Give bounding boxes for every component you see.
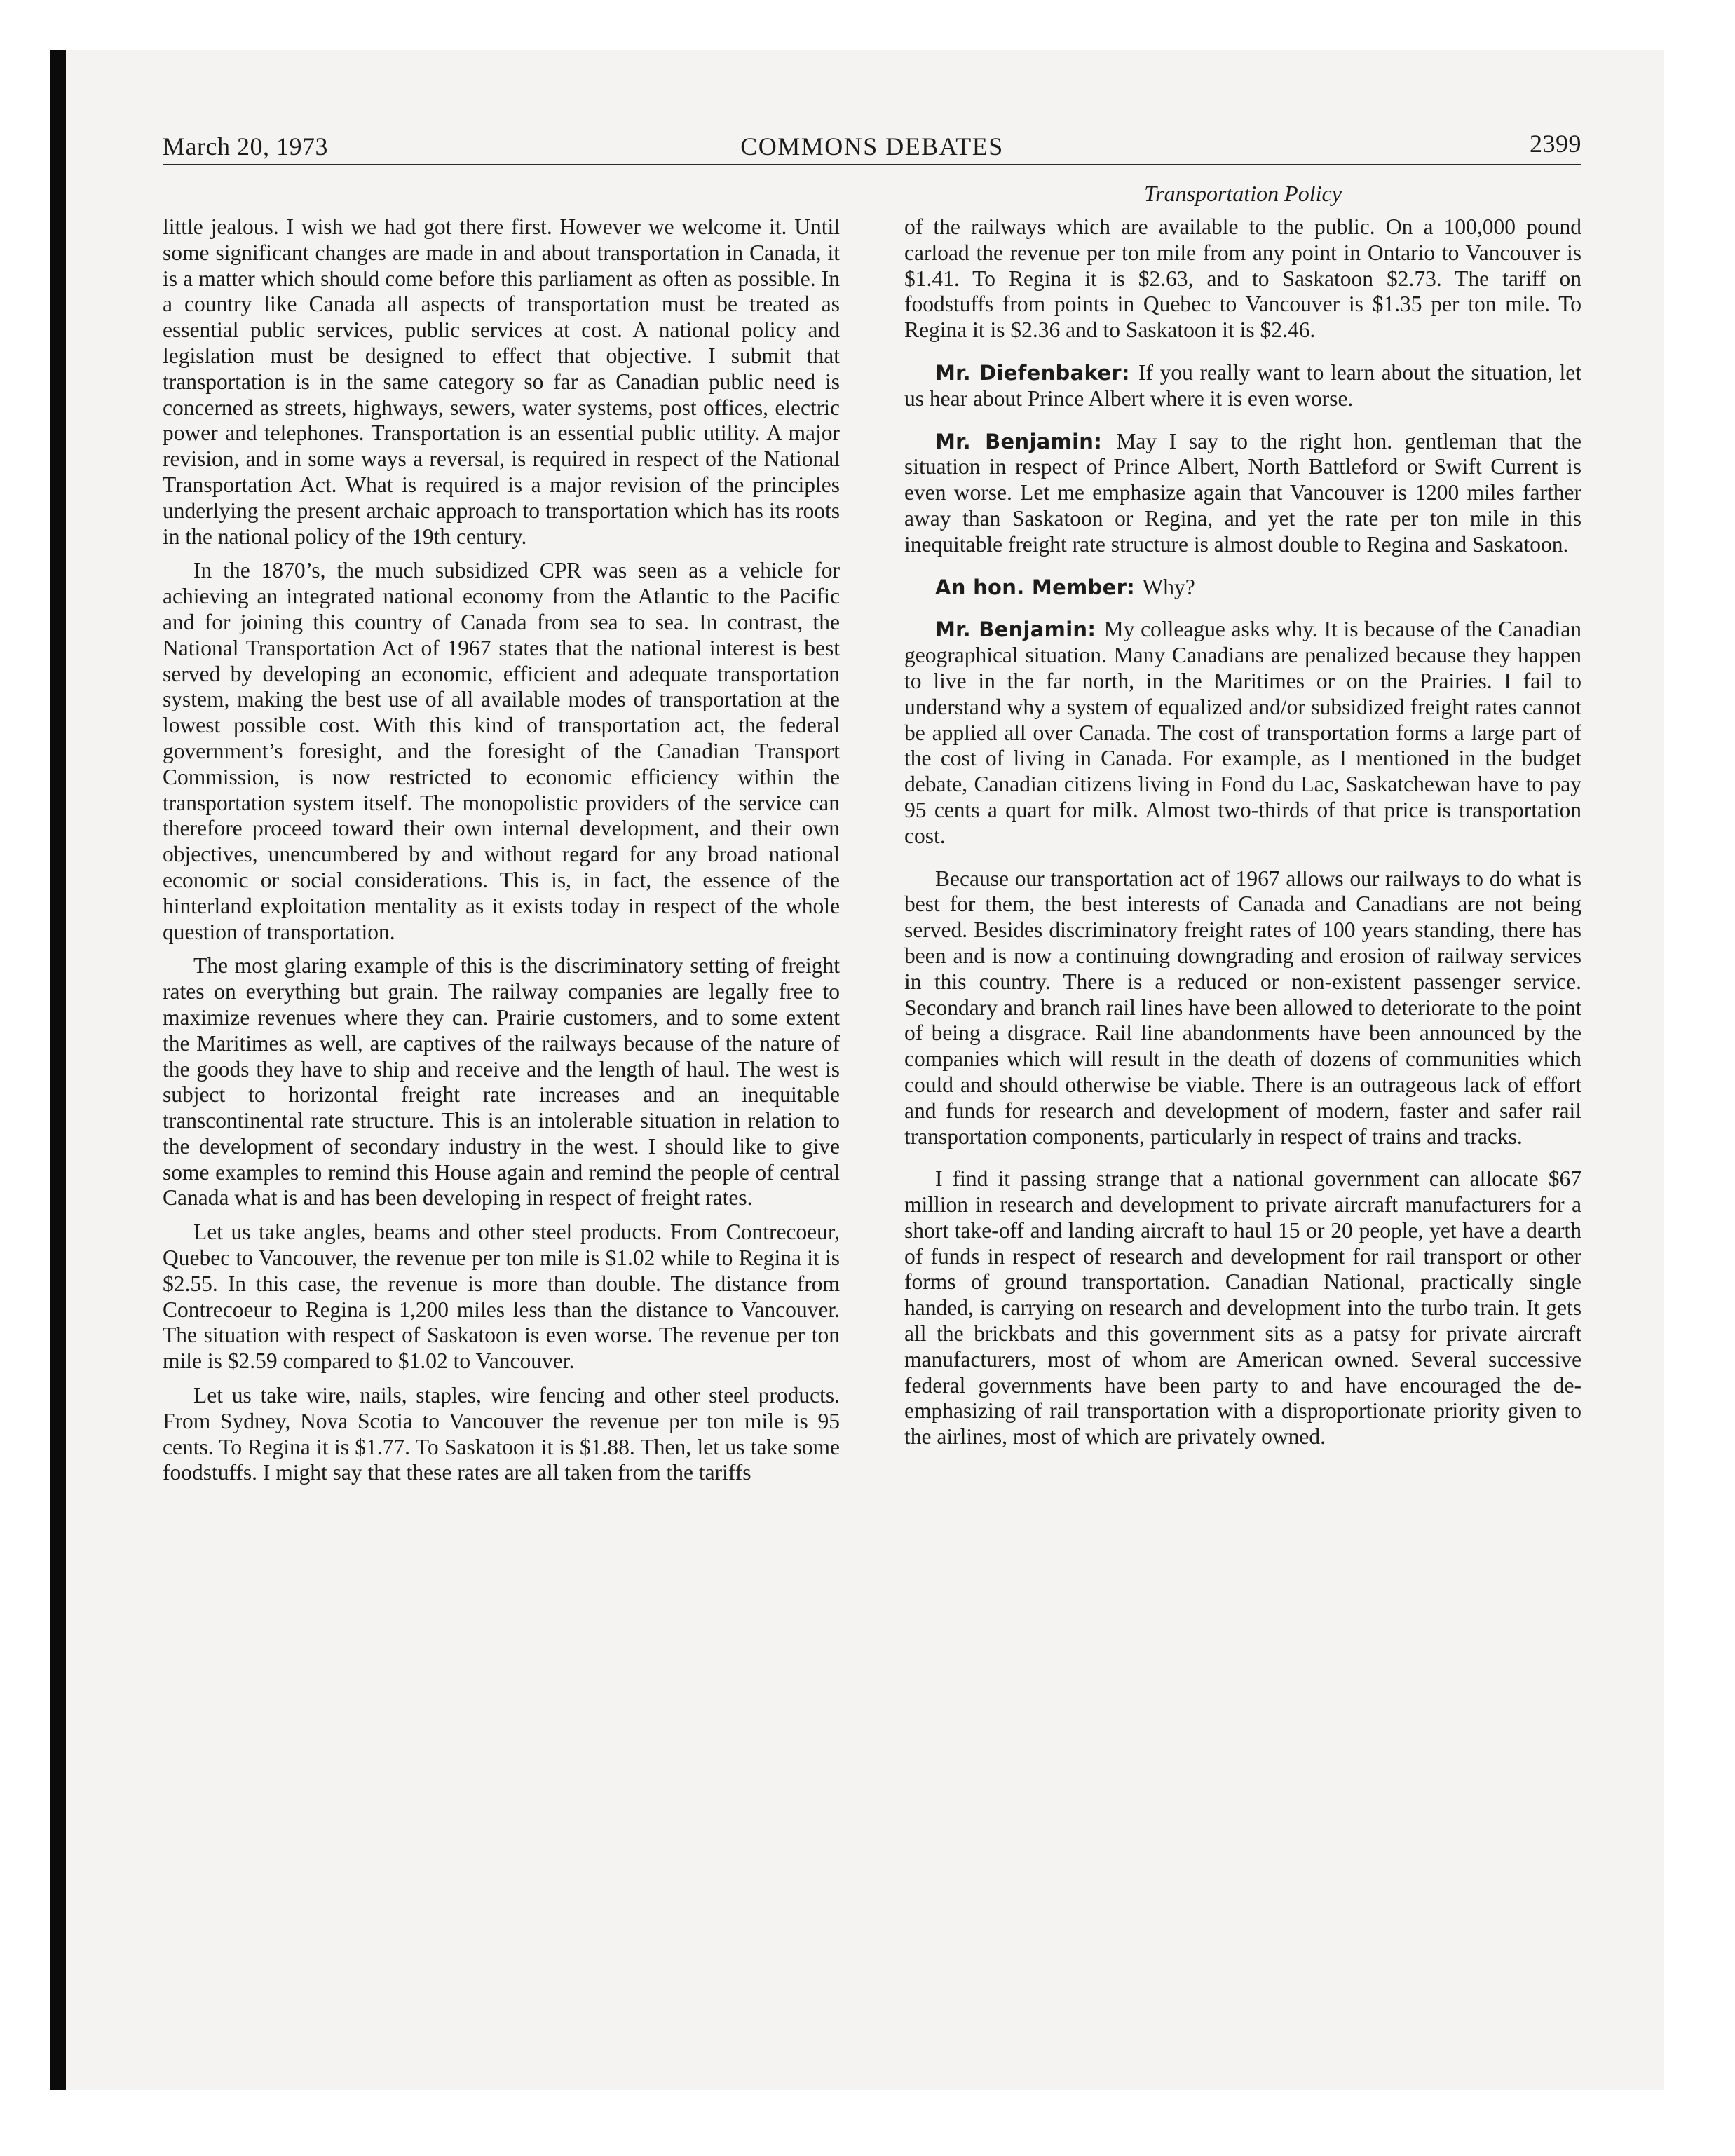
right-column [904,214,1581,1450]
paragraph: Because our transportation act of 1967 allows our railways to do what is best for them, the best interests of Canada and Canadians are not being served. Besides discriminatory freight rates of 100 years standing, there has been and is now a continuing downgrading and erosion of railway services in this country. There is a reduced or non-existent passenger service. Secondary and branch rail lines have been allowed to deteriorate to the point of being a disgrace. Rail line abandonments have been announced by the companies which will result in the death of dozens of communities which could and should otherwise be viable. There is an outrageous lack of effort and funds for research and development of modern, faster and safer rail transportation components, particularly in respect of trains and tracks. [904,866,1581,1149]
speech-benjamin [904,617,1581,849]
speaker-name: Mr. Benjamin: [935,618,1104,642]
header-page-number: 2399 [1530,130,1581,158]
speaker-name: An hon. Member: [935,575,1143,599]
paragraph: little jealous. I wish we had got there first. However we welcome it. Until some significant changes are made in and about transportation in Canada, it is a matter which should come before this parliament as often as possible. In a country like Canada all aspects of transportation must be treated as essential public services, public services at cost. A national policy and legislation must be designed to effect that objective. I submit that transportation is in the same category so far as Canadian public need is concerned as streets, highways, sewers, water systems, post offices, electric power and telephones. Transportation is an essential public utility. A major revision, and in some ways a reversal, is required in respect of the National Transportation Act. What is required is a major revision of the principles underlying the present archaic approach to transportation which has its roots in the national policy of the 19th century. [163,214,840,549]
paragraph: I find it passing strange that a national government can allocate $67 million in research and development to private aircraft manufacturers for a short take-off and landing aircraft to haul 15 or 20 people, yet have a dearth of funds in respect of research and development for rail transport or other forms of ground transportation. Canadian National, practically single handed, is carrying on research and development into the turbo train. It gets all the brickbats and this government sits as a patsy for private aircraft manufacturers, most of whom are American owned. Several successive federal governments have been party to and have encouraged the de-emphasizing of rail transportation with a disproportionate priority given to the airlines, most of which are privately owned. [904,1166,1581,1449]
speaker-name: Mr. Benjamin: [935,429,1117,453]
speech-benjamin [904,429,1581,558]
paragraph: Let us take wire, nails, staples, wire fencing and other steel products. From Sydney, Nova Scotia to Vancouver the revenue per ton mile is 95 cents. To Regina it is $1.77. To Saskatoon it is $1.88. Then, let us take some foodstuffs. I might say that these rates are all taken from the tariffs [163,1383,840,1485]
speech-hon-member [904,575,1581,601]
speech-text: Why? [1142,574,1195,599]
document-page [163,125,1582,1485]
paragraph: In the 1870’s, the much subsidized CPR was seen as a vehicle for achieving an integrated national economy from the Atlantic to the Pacific and for joining this country of Canada from sea to sea. In contrast, the National Transportation Act of 1967 states that the national interest is best served by developing an economic, efficient and adequate transportation system, making the best use of all available modes of transportation at the lowest possible cost. With this kind of transportation act, the federal government’s foresight, and the foresight of the Canadian Transport Commission, is now restricted to economic efficiency within the transportation system itself. The monopolistic providers of the service can therefore proceed toward their own internal development, and their own objectives, unencumbered by and without regard for any broad national economic or social considerations. This is, in fact, the essence of the hinterland exploitation mentality as it exists today in respect of the whole question of transportation. [163,558,840,944]
paragraph: of the railways which are available to the public. On a 100,000 pound carload the revenue per ton mile from any point in Ontario to Vancouver is $1.41. To Regina it is $2.63, and to Saskatoon $2.73. The tariff on foodstuffs from points in Quebec to Vancouver is $1.35 per ton mile. To Regina it is $2.36 and to Saskatoon it is $2.46. [904,214,1581,343]
speech-text: May I say to the right hon. gentleman that the situation in respect of Prince Albert, North Battleford or Swift Current is even worse. Let me emphasize again that Vancouver is 1200 miles farther away than Saskatoon or Regina, and yet the rate per ton mile in this inequitable freight rate structure is almost double to Regina and Saskatoon. [904,428,1582,557]
scan-edge-shadow [50,50,66,2090]
speech-text: If you really want to learn about the situation, let us hear about Prince Albert where it is even worse. [904,360,1581,411]
left-column [163,214,840,1494]
header-publication-title: COMMONS DEBATES [740,132,1004,161]
speaker-name: Mr. Diefenbaker: [935,360,1138,385]
speech-text: My colleague asks why. It is because of the Canadian geographical situation. Many Canadians are penalized because they happen to live in the far north, in the Maritimes or on the Prairies. I fail to understand why a system of equalized and/or subsidized freight rates cannot be applied all over Canada. The cost of transportation forms a large part of the cost of living in Canada. For example, as I mentioned in the budget debate, Canadian citizens living in Fond du Lac, Saskatchewan have to pay 95 cents a quart for milk. Almost two-thirds of that price is transportation cost. [904,617,1581,848]
running-head: Transportation Policy [1144,181,1342,206]
header-date: March 20, 1973 [163,132,328,161]
page-header [163,125,1581,165]
paragraph: Let us take angles, beams and other steel products. From Contrecoeur, Quebec to Vancouver, the revenue per ton mile is $1.02 while to Regina it is $2.55. In this case, the revenue is more than double. The distance from Contrecoeur to Regina is 1,200 miles less than the distance to Vancouver. The situation with respect of Saskatoon is even worse. The revenue per ton mile is $2.59 compared to $1.02 to Vancouver. [163,1220,840,1374]
paragraph: The most glaring example of this is the discriminatory setting of freight rates on everything but grain. The railway companies are legally free to maximize revenues where they can. Prairie customers, and to some extent the Maritimes as well, are captives of the railways because of the nature of the goods they have to ship and receive and the length of haul. The west is subject to horizontal freight rate increases and an inequitable transcontinental rate structure. This is an intolerable situation in relation to the development of secondary industry in the west. I should like to give some examples to remind this House again and remind the people of central Canada what is and has been developing in respect of freight rates. [163,953,840,1210]
speech-diefenbaker [904,360,1581,412]
